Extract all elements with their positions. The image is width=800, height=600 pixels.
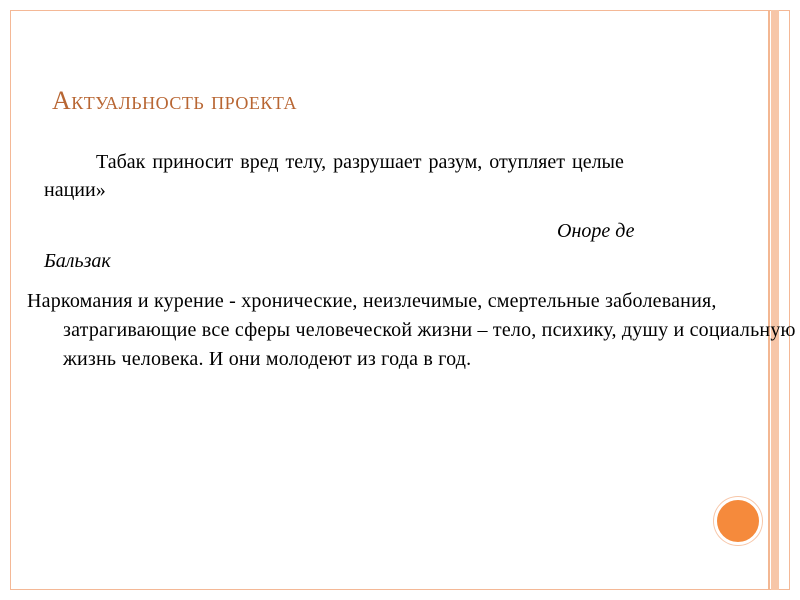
orange-circle-decoration: [714, 497, 762, 545]
quote-text: Табак приносит вред телу, разрушает разум, отупляет целые нации»: [44, 151, 624, 201]
slide-title: Актуальность проекта: [52, 86, 298, 115]
quote-author-first-name: Оноре де: [557, 220, 635, 242]
body-paragraph: Наркомания и курение - хронические, неизлечимые, смертельные заболевания, затрагивающие все сферы человеческой жизни – тело, психику, душу и социальную жизнь человека. И они молодеют из года в год.: [27, 290, 796, 370]
quote-author-last-name: Бальзак: [44, 250, 111, 272]
